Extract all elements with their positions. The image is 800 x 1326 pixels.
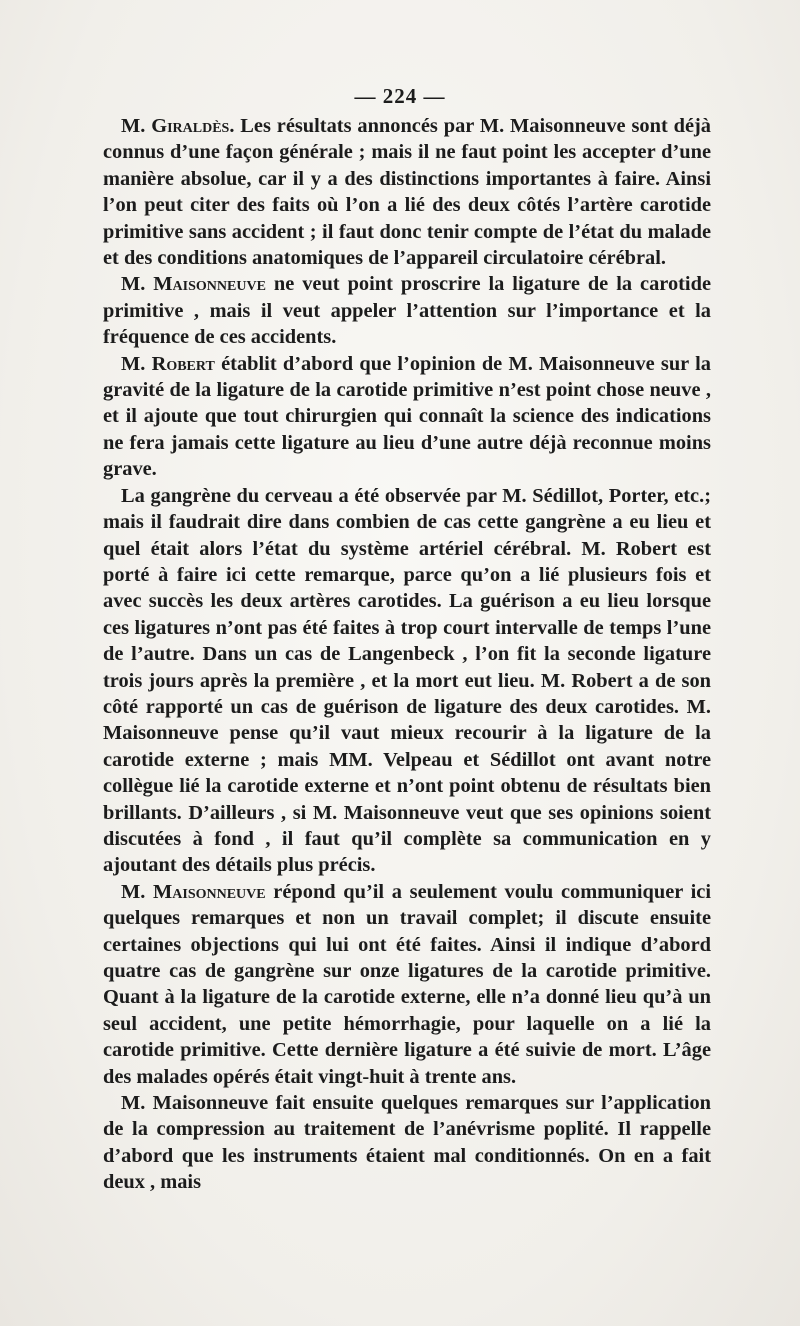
speaker-name: M. Robert [121,352,215,375]
paragraph-text: établit d’abord que l’opinion de M. Maisonneuve sur la gravité de la ligature de la carotide primitive n’est point chose neuve , et il ajoute que tout chirurgien qui connaît la science des indications ne fera jamais cette ligature au lieu d’une autre déjà reconnue moins grave. [103,352,711,481]
speaker-name: M. Maisonneuve [121,273,266,296]
paragraph [103,879,711,1090]
page-number: — 224 — [354,84,446,108]
paragraph [103,483,711,879]
paragraph [103,113,711,271]
paragraph-text: Les résultats annoncés par M. Maisonneuve sont déjà connus d’une façon générale ; mais il ne faut point les accepter d’une manière absolue, car il y a des distinctions importantes à faire. Ainsi l’on peut citer des faits où l’on a lié des deux côtés l’artère carotide primitive sans accident ; il faut donc tenir compte de l’état du malade et des conditions anatomiques de l’appareil circulatoire cérébral. [103,115,711,270]
speaker-name: M. Giraldès. [121,115,235,137]
paragraph [103,1090,711,1196]
paragraph-text: répond qu’il a seulement voulu communiquer ici quelques remarques et non un travail complet; il discute ensuite certaines objections qui lui ont été faites. Ainsi il indique d’abord quatre cas de gangrène sur onze ligatures de la carotide primitive. Quant à la ligature de la carotide externe, elle n’a donné lieu qu’à un seul accident, une petite hémorrhagie, pour laquelle on a lié la carotide primitive. Cette dernière ligature a été suivie de mort. L’âge des malades opérés était vingt-huit à trente ans. [103,880,711,1088]
speaker-name: M. Maisonneuve [121,880,266,903]
paragraph-text: La gangrène du cerveau a été observée par M. Sédillot, Porter, etc.; mais il faudrait dire dans combien de cas cette gangrène a eu lieu et quel était alors l’état du système artériel cérébral. M. Robert est porté à faire ici cette remarque, parce qu’on a lié plusieurs fois et avec succès les deux artères carotides. La guérison a eu lieu lorsque ces ligatures n’ont pas été faites à trop court intervalle de temps l’une de l’autre. Dans un cas de Langenbeck , l’on fit la seconde ligature trois jours après la première , et la mort eut lieu. M. Robert a de son côté rapporté un cas de guérison de ligature des deux carotides. M. Maisonneuve pense qu’il vaut mieux recourir à la ligature de la carotide externe ; mais MM. Velpeau et Sédillot ont avant notre collègue lié la carotide externe et n’ont point obtenu de résultats bien brillants. D’ailleurs , si M. Maisonneuve veut que ses opinions soient discutées à fond , il faut qu’il complète sa communication en y ajoutant des détails plus précis. [103,484,711,877]
body-text [103,113,711,1196]
paragraph [103,351,711,483]
paragraph-text: ne veut point proscrire la ligature de la carotide primitive , mais il veut appeler l’attention sur l’importance et la fréquence de ces accidents. [103,273,711,349]
paragraph-text: M. Maisonneuve fait ensuite quelques remarques sur l’application de la compression au traitement de l’anévrisme poplité. Il rappelle d’abord que les instruments étaient mal conditionnés. On en a fait deux , mais [103,1092,711,1194]
paragraph [103,271,711,350]
